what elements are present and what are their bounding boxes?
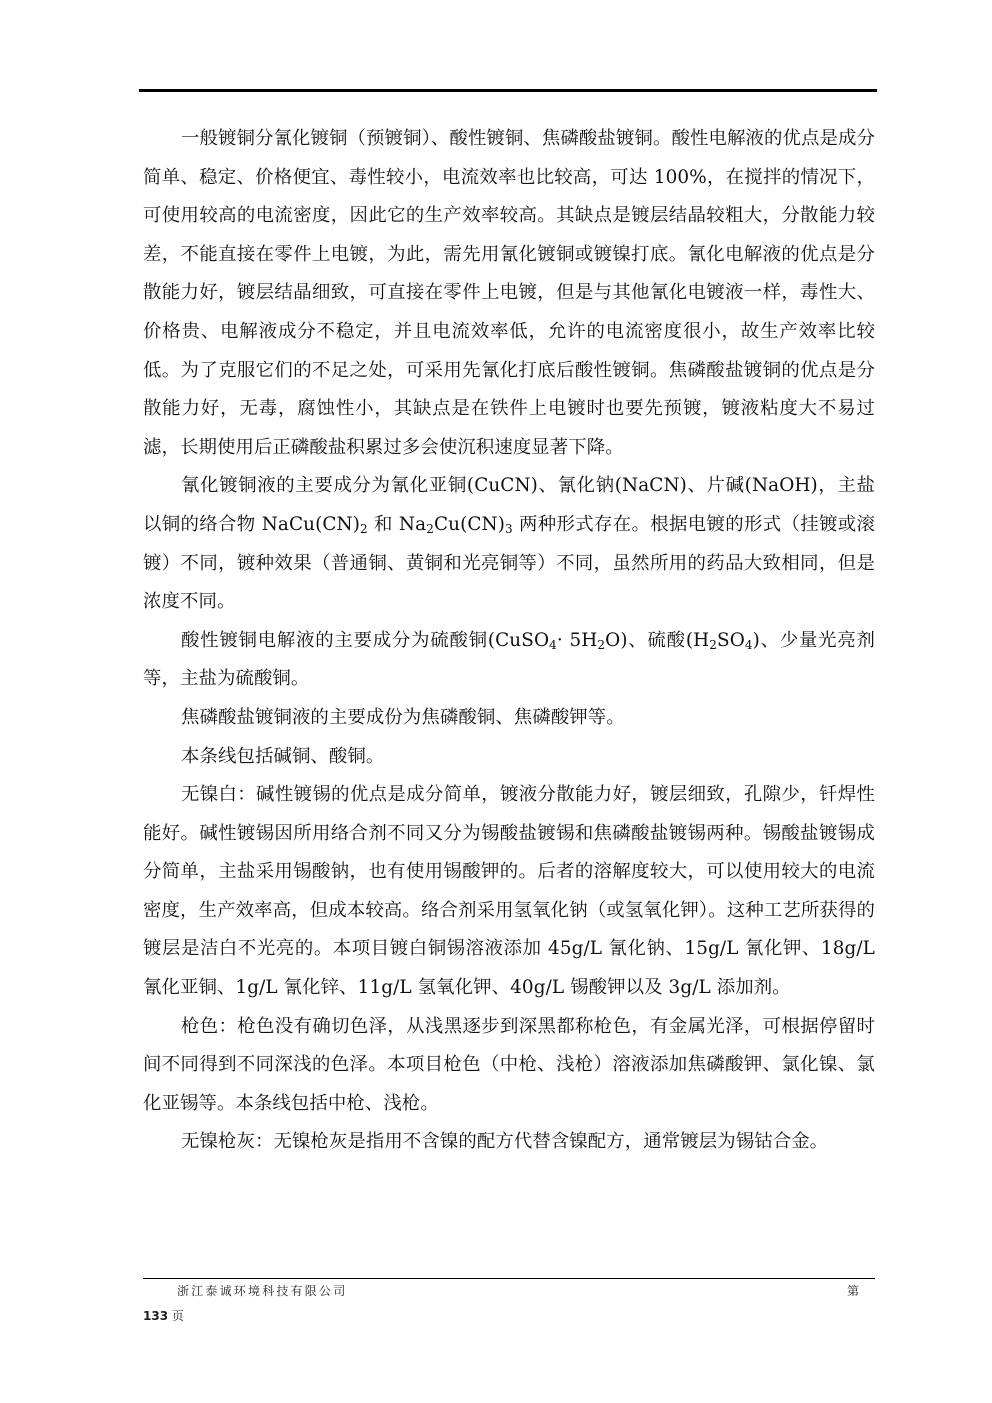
paragraph-cyanide-copper: 氰化镀铜液的主要成分为氰化亚铜(CuCN)、氰化钠(NaCN)、片碱(NaOH)，主盐以铜的络合物 $NaCu(CN)_2$ 和 $Na_2Cu(CN)_3$ 两种形式存在。根据电镀的形式（挂镀或滚镀）不同，镀种效果（普通铜、黄铜和光亮铜等）不同，虽然所用的药品大致相同，但是浓度不同。 [143,475,875,613]
paragraph-copper-overview: 一般镀铜分氰化镀铜（预镀铜）、酸性镀铜、焦磷酸盐镀铜。酸性电解液的优点是成分简单、稳定、价格便宜、毒性较小，电流效率也比较高，可达 100%，在搅拌的情况下，可使用较高的电流密度，因此它的生产效率较高。其缺点是镀层结晶较粗大，分散能力较差，不能直接在零件上电镀，为此，需先用氰化镀铜或镀镍打底。氰化电解液的优点是分散能力好，镀层结晶细致，可直接在零件上电镀，但是与其他氰化电镀液一样，毒性大、价格贵、电解液成分不稳定，并且电流效率低，允许的电流密度很小，故生产效率比较低。为了克服它们的不足之处，可采用先氰化打底后酸性镀铜。焦磷酸盐镀铜的优点是分散能力好，无毒，腐蚀性小，其缺点是在铁件上电镀时也要先预镀，镀液粘度大不易过滤，长期使用后正磷酸盐积累过多会使沉积速度显著下降。 [143,128,875,458]
paragraph-gun-color: 枪色：枪色没有确切色泽，从浅黑逐步到深黑都称枪色，有金属光泽，可根据停留时间不同得到不同深浅的色泽。本项目枪色（中枪、浅枪）溶液添加焦磷酸钾、氯化镍、氯化亚锡等。本条线包括中枪、浅枪。 [143,1015,875,1114]
paragraph-nickel-free-white: 无镍白：碱性镀锡的优点是成分简单，镀液分散能力好，镀层细致，孔隙少，钎焊性能好。碱性镀锡因所用络合剂不同又分为锡酸盐镀锡和焦磷酸盐镀锡两种。锡酸盐镀锡成分简单，主盐采用锡酸钠，也有使用锡酸钾的。后者的溶解度较大，可以使用较大的电流密度，生产效率高，但成本较高。络合剂采用氢氧化钠（或氢氧化钾）。这种工艺所获得的镀层是洁白不光亮的。本项目镀白铜锡溶液添加 45g/L 氰化钠、15g/L 氰化钾、18g/L 氰化亚铜、1g/L 氰化锌、11g/L 氢氧化钾、40g/L 锡酸钾以及 3g/L 添加剂。 [143,784,875,999]
paragraph-line-copper: 本条线包括碱铜、酸铜。 [181,745,385,767]
document-body [143,120,875,1162]
paragraph-acid-copper: 酸性镀铜电解液的主要成分为硫酸铜(CuSO$_4$· $5H_2O$)、硫酸$(H_2SO_4)$、少量光亮剂等，主盐为硫酸铜。 [143,629,876,690]
footer-page-prefix: 第 [846,1284,859,1298]
footer-page-number: 133 页 [143,1309,184,1323]
footer-company: 浙江泰诚环境科技有限公司 [177,1284,348,1298]
footer-rule [143,1278,875,1279]
paragraph-nickel-free-gun-gray: 无镍枪灰：无镍枪灰是指用不含镍的配方代替含镍配方，通常镀层为锡钴合金。 [181,1131,829,1153]
paragraph-pyrophosphate: 焦磷酸盐镀铜液的主要成份为焦磷酸铜、焦磷酸钾等。 [181,706,625,728]
header-rule [139,89,877,92]
